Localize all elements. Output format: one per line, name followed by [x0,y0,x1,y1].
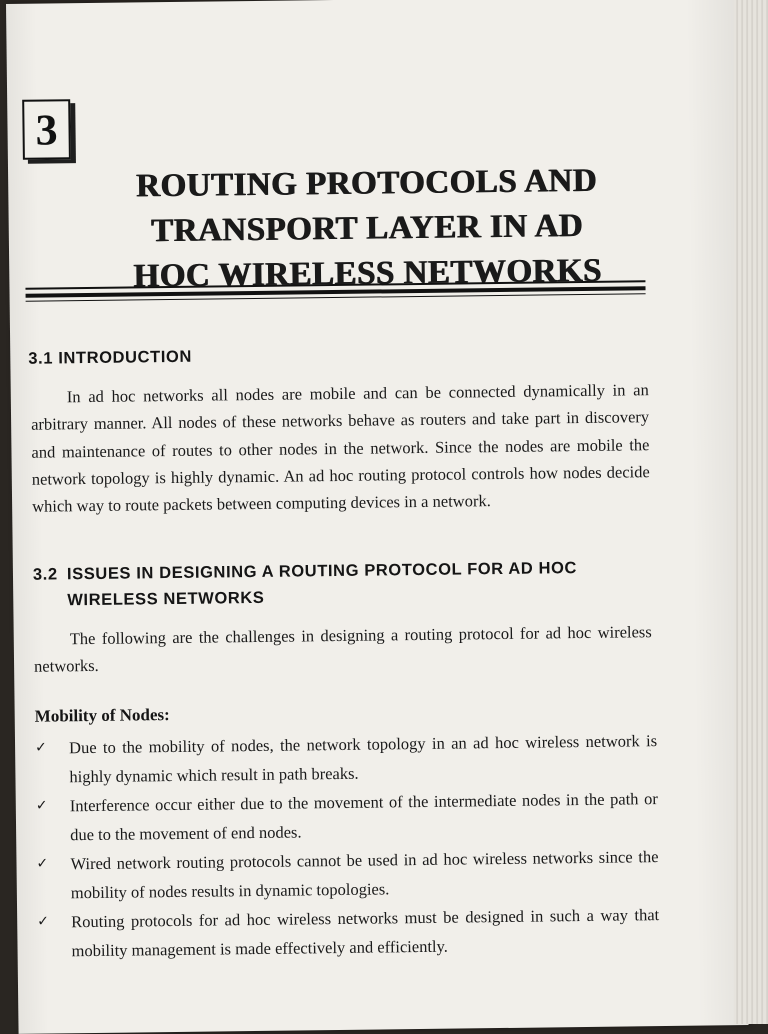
section-number: 3.2 [32,565,58,584]
section-heading-issues [33,554,654,614]
introduction-paragraph: In ad hoc networks all nodes are mobile and can be connected dynamically in an arbitrary manner. All nodes of these networks behave as routers and take part in discovery and maintenance of routes to other nodes in the network. Since the nodes are mobile the network topology is highly dynamic. An ad hoc routing protocol controls how nodes decide which way to route packets between computing devices in a network. [31,380,650,516]
chapter-number: 3 [35,104,58,155]
list-item [35,726,658,792]
section-heading-introduction: 3.1 INTRODUCTION [28,347,193,368]
issues-paragraph: The following are the challenges in designing a routing protocol for ad hoc wireless networks. [33,622,652,677]
checkmark-icon: ✓ [37,913,50,930]
checkmark-icon: ✓ [36,855,49,872]
list-item [37,900,660,966]
list-item [36,842,659,908]
section-heading-line: ISSUES IN DESIGNING A ROUTING PROTOCOL FOR AD HOC [66,559,578,584]
list-item [36,784,659,850]
mobility-heading: Mobility of Nodes: [34,705,170,726]
section-heading-line: WIRELESS NETWORKS [67,588,265,610]
list-item-text: Wired network routing protocols cannot be used in ad hoc wireless networks since the mobility of nodes results in dynamic topologies. [70,847,659,903]
chapter-title-line: TRANSPORT LAYER IN AD [150,208,583,250]
chapter-title-line: HOC WIRELESS NETWORKS [132,252,602,295]
chapter-title-line: ROUTING PROTOCOLS AND [135,162,597,205]
checkmark-icon: ✓ [34,739,47,756]
list-item-text: Due to the mobility of nodes, the network topology in an ad hoc wireless network is highly dynamic which result in path breaks. [68,731,658,787]
list-item-text: Routing protocols for ad hoc wireless networks must be designed in such a way that mobility management is made effectively and efficiently. [71,905,660,961]
mobility-list [35,726,660,966]
book-page [6,0,749,1034]
chapter-title [86,158,648,300]
list-item-text: Interference occur either due to the movement of the intermediate nodes in the path or due to the movement of end nodes. [69,789,658,845]
chapter-number-box [22,99,71,160]
checkmark-icon: ✓ [35,797,48,814]
page-stack-edge [734,0,768,1024]
